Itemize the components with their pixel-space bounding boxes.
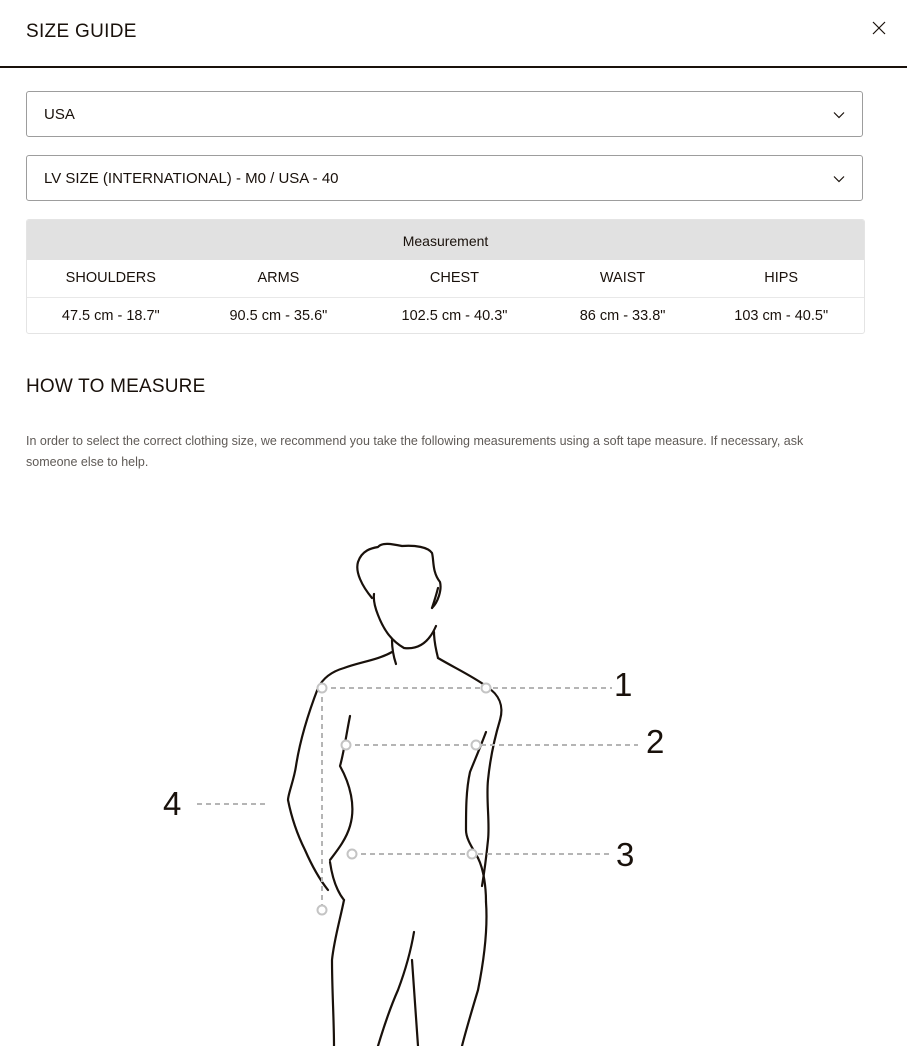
table-row [27, 297, 864, 334]
header-hips: HIPS [764, 270, 799, 286]
measure-label-4: 4 [163, 785, 182, 822]
page-title: SIZE GUIDE [26, 21, 137, 42]
value-waist: 86 cm - 33.8" [579, 308, 666, 324]
measurement-points [318, 684, 491, 915]
country-select[interactable] [26, 91, 863, 137]
close-button[interactable] [866, 15, 892, 41]
measurement-table [26, 219, 865, 334]
size-select[interactable] [26, 155, 863, 201]
header-waist: WAIST [599, 270, 646, 286]
body-silhouette-illustration [0, 490, 907, 1046]
table-caption: Measurement [27, 220, 864, 260]
header-arms: ARMS [257, 270, 300, 286]
value-arms: 90.5 cm - 35.6" [229, 308, 328, 324]
modal-header [0, 0, 907, 68]
table-header-row [27, 260, 864, 297]
measurement-guides [197, 688, 638, 910]
measure-label-3: 3 [616, 836, 635, 873]
country-select-value: USA [44, 106, 75, 123]
value-chest: 102.5 cm - 40.3" [401, 308, 508, 324]
measure-label-1: 1 [614, 666, 633, 703]
header-chest: CHEST [429, 270, 480, 286]
chevron-down-icon [832, 108, 846, 122]
measure-label-2: 2 [646, 723, 665, 760]
how-to-measure-title: HOW TO MEASURE [26, 376, 206, 397]
body-outline [288, 544, 501, 1046]
how-to-measure-description: In order to select the correct clothing size, we recommend you take the following measurements using a soft tape measure. If necessary, ask someone else to help. [26, 434, 804, 469]
close-icon [866, 15, 892, 41]
header-shoulders: SHOULDERS [65, 270, 156, 286]
chevron-down-icon [832, 172, 846, 186]
value-hips: 103 cm - 40.5" [734, 308, 829, 324]
size-select-value: LV SIZE (INTERNATIONAL) - M0 / USA - 40 [44, 170, 339, 187]
value-shoulders: 47.5 cm - 18.7" [61, 308, 160, 324]
measurement-illustration [0, 490, 907, 1046]
